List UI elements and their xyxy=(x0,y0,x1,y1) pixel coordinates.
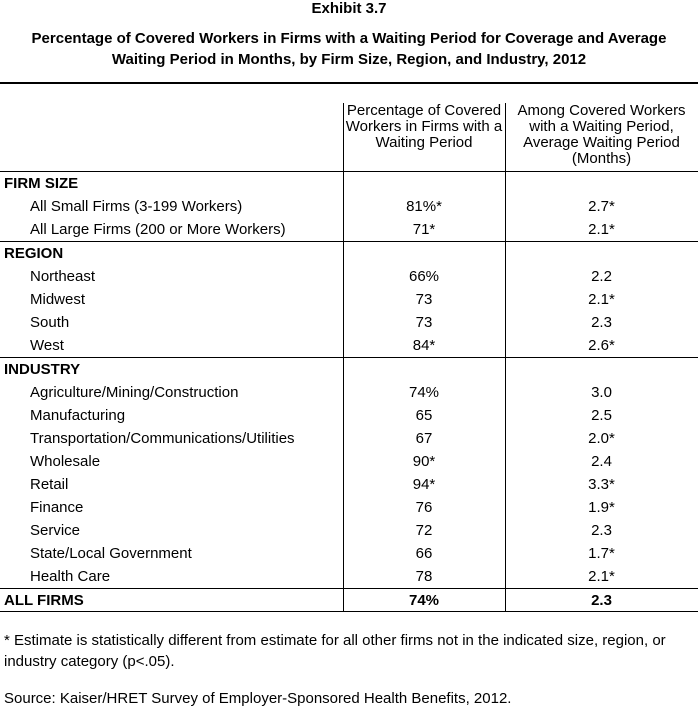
section-blank-cell xyxy=(343,358,505,382)
row-months-value: 2.7* xyxy=(505,195,698,218)
header-avg-waiting-period: Among Covered Workers with a Waiting Period, Average Waiting Period (Months) xyxy=(505,103,698,172)
section-header-region xyxy=(0,242,698,266)
row-months-value: 1.7* xyxy=(505,542,698,565)
section-blank-cell xyxy=(505,358,698,382)
table-header-row xyxy=(0,103,698,172)
row-label: All Large Firms (200 or More Workers) xyxy=(30,221,286,238)
table-row xyxy=(0,195,698,218)
row-months-value: 2.1* xyxy=(505,288,698,311)
section-blank-cell xyxy=(505,172,698,196)
section-blank-cell xyxy=(505,242,698,266)
row-label: South xyxy=(30,314,70,331)
table-row xyxy=(0,496,698,519)
row-label: Health Care xyxy=(30,568,111,585)
row-label: All Small Firms (3-199 Workers) xyxy=(30,198,243,215)
table-row xyxy=(0,542,698,565)
row-pct-value: 78 xyxy=(343,565,505,589)
table-row xyxy=(0,404,698,427)
table-row xyxy=(0,334,698,358)
header-pct-with-waiting-period: Percentage of Covered Workers in Firms with a Waiting Period xyxy=(343,103,505,172)
row-months-value: 2.4 xyxy=(505,450,698,473)
table-row xyxy=(0,218,698,242)
row-pct-value: 84* xyxy=(343,334,505,358)
section-header-industry xyxy=(0,358,698,382)
row-label: Service xyxy=(30,522,81,539)
row-months-value: 2.5 xyxy=(505,404,698,427)
all-firms-row xyxy=(0,589,698,612)
row-label: State/Local Government xyxy=(30,545,192,562)
row-months-value: 2.3 xyxy=(505,311,698,334)
table-row xyxy=(0,288,698,311)
footnote: * Estimate is statistically different from estimate for all other firms not in the indicated size, region, or industry category (p<.05). xyxy=(4,632,666,670)
row-pct-value: 74% xyxy=(343,381,505,404)
row-label: Wholesale xyxy=(30,453,101,470)
table-row xyxy=(0,450,698,473)
all-firms-months: 2.3 xyxy=(505,589,698,612)
row-months-value: 2.3 xyxy=(505,519,698,542)
row-label: Manufacturing xyxy=(30,407,126,424)
header-label-blank xyxy=(0,103,343,172)
source-note: Source: Kaiser/HRET Survey of Employer-Sponsored Health Benefits, 2012. xyxy=(4,690,512,707)
table-row xyxy=(0,311,698,334)
table-row xyxy=(0,381,698,404)
row-pct-value: 67 xyxy=(343,427,505,450)
table-row xyxy=(0,427,698,450)
row-months-value: 1.9* xyxy=(505,496,698,519)
section-header-firm-size xyxy=(0,172,698,196)
all-firms-pct: 74% xyxy=(343,589,505,612)
exhibit-title: Percentage of Covered Workers in Firms with a Waiting Period for Coverage and Average Waiting Period in Months, by Firm Size, Region, and Industry, 2012 xyxy=(31,30,667,68)
row-months-value: 2.6* xyxy=(505,334,698,358)
row-pct-value: 66 xyxy=(343,542,505,565)
row-pct-value: 73 xyxy=(343,311,505,334)
section-blank-cell xyxy=(343,242,505,266)
table-row xyxy=(0,565,698,589)
table-row xyxy=(0,519,698,542)
row-label: Transportation/Communications/Utilities xyxy=(30,430,295,447)
exhibit-number: Exhibit 3.7 xyxy=(311,0,387,17)
waiting-period-table xyxy=(0,82,698,612)
row-pct-value: 72 xyxy=(343,519,505,542)
row-pct-value: 94* xyxy=(343,473,505,496)
row-label: Agriculture/Mining/Construction xyxy=(30,384,239,401)
row-label: Midwest xyxy=(30,291,86,308)
row-pct-value: 76 xyxy=(343,496,505,519)
row-label: Retail xyxy=(30,476,69,493)
row-label: Northeast xyxy=(30,268,96,285)
section-label: REGION xyxy=(0,242,343,266)
row-months-value: 2.0* xyxy=(505,427,698,450)
all-firms-label: ALL FIRMS xyxy=(0,589,343,612)
table-row xyxy=(0,265,698,288)
section-label: FIRM SIZE xyxy=(0,172,343,196)
row-months-value: 2.1* xyxy=(505,565,698,589)
section-label: INDUSTRY xyxy=(0,358,343,382)
row-months-value: 2.1* xyxy=(505,218,698,242)
row-label: West xyxy=(30,337,64,354)
row-pct-value: 65 xyxy=(343,404,505,427)
row-pct-value: 66% xyxy=(343,265,505,288)
row-pct-value: 90* xyxy=(343,450,505,473)
row-label: Finance xyxy=(30,499,84,516)
row-pct-value: 73 xyxy=(343,288,505,311)
row-months-value: 2.2 xyxy=(505,265,698,288)
section-blank-cell xyxy=(343,172,505,196)
row-months-value: 3.3* xyxy=(505,473,698,496)
table-row xyxy=(0,473,698,496)
row-pct-value: 71* xyxy=(343,218,505,242)
row-pct-value: 81%* xyxy=(343,195,505,218)
row-months-value: 3.0 xyxy=(505,381,698,404)
